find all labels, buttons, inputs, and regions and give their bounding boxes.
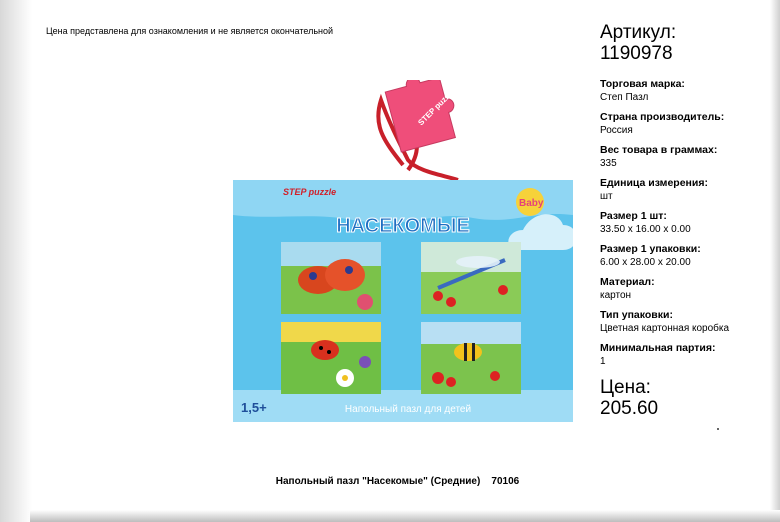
spec-label: Вес товара в граммах: [600, 144, 718, 156]
box-subtitle: Напольный пазл для детей [344, 404, 472, 415]
spec-value: Степ Пазл [600, 92, 649, 103]
bottom-shadow [30, 510, 780, 522]
spec-value: 33.50 x 16.00 x 0.00 [600, 224, 691, 235]
spec-value: 335 [600, 158, 617, 169]
puzzle-picture-dragonfly [421, 242, 521, 314]
puzzle-picture-butterfly [281, 242, 381, 314]
spec-label: Единица измерения: [600, 177, 708, 189]
spec-label: Тип упаковки: [600, 309, 673, 321]
product-caption [0, 476, 780, 487]
spec-package-type [600, 309, 776, 335]
spec-value: шт [600, 191, 613, 202]
baby-logo: Baby [519, 198, 544, 209]
spec-label: Торговая марка: [600, 78, 685, 90]
spec-unit [600, 177, 776, 203]
spec-value: Цветная картонная коробка [600, 323, 730, 334]
dot-mark [717, 428, 719, 430]
spec-label: Материал: [600, 276, 655, 288]
puzzle-picture-ladybug [281, 322, 381, 394]
price-label: Цена: [600, 377, 651, 398]
spec-package-size [600, 243, 776, 269]
product-image [233, 80, 578, 430]
puzzle-picture-bee [421, 322, 521, 394]
spec-country [600, 111, 776, 137]
puzzle-tag [383, 80, 467, 152]
spec-weight [600, 144, 776, 170]
spec-value: Россия [600, 125, 633, 136]
article-number: 1190978 [600, 43, 673, 64]
price-disclaimer: Цена представлена для ознакомления и не является окончательной [46, 26, 334, 36]
spec-min-order [600, 342, 776, 368]
price-value: 205.60 [600, 398, 659, 419]
product-info [600, 22, 776, 419]
spec-item-size [600, 210, 776, 236]
product-name: Напольный пазл "Насекомые" (Средние) [275, 476, 481, 487]
spec-brand [600, 78, 776, 104]
spec-value: 6.00 x 28.00 x 20.00 [600, 257, 691, 268]
tag-text: STEP puzzle [416, 87, 457, 128]
spec-label: Страна производитель: [600, 111, 725, 123]
box-title: НАСЕКОМЫЕ [336, 215, 470, 237]
spec-label: Размер 1 упаковки: [600, 243, 701, 255]
article-label: Артикул: [600, 22, 677, 43]
brand-logo: STEP puzzle [283, 187, 337, 197]
puzzle-box-illustration [233, 80, 578, 425]
spec-material [600, 276, 776, 302]
spec-label: Размер 1 шт: [600, 210, 667, 222]
age-badge: 1,5+ [241, 400, 267, 415]
spec-value: картон [600, 290, 632, 301]
left-shadow [0, 0, 32, 522]
spec-value: 1 [600, 356, 606, 367]
spec-label: Минимальная партия: [600, 342, 716, 354]
product-code: 70106 [491, 476, 520, 487]
